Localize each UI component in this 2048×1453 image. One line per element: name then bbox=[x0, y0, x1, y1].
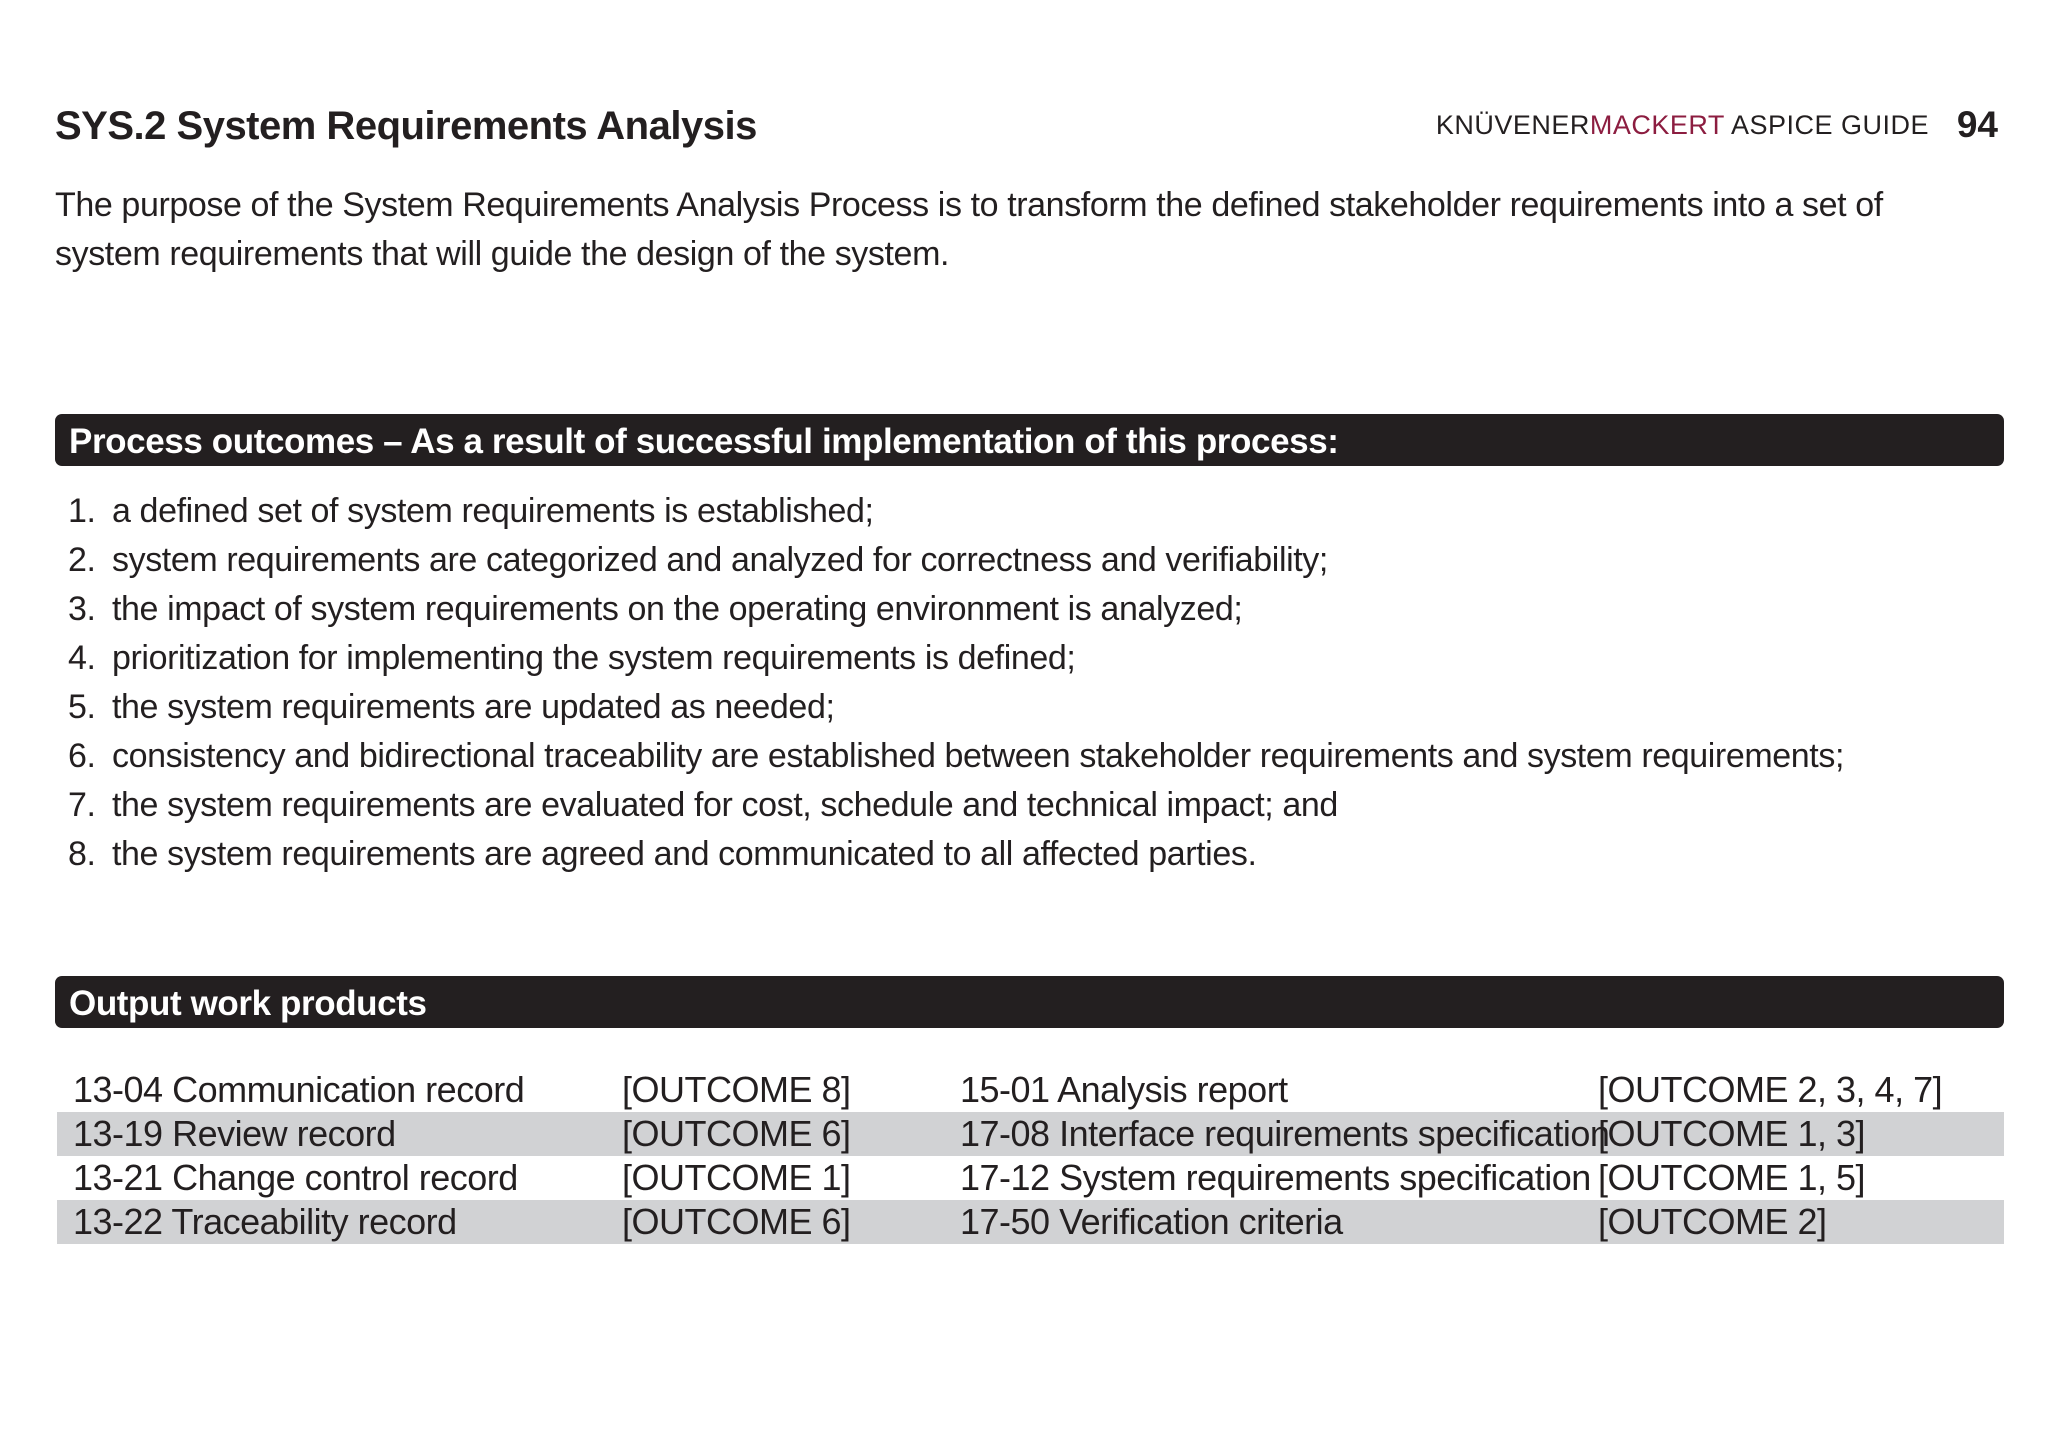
outcome-reference: [OUTCOME 6] bbox=[622, 1201, 851, 1242]
outcome-reference: [OUTCOME 2, 3, 4, 7] bbox=[1598, 1069, 1943, 1110]
outcome-number: 3. bbox=[68, 590, 96, 628]
outcome-number: 6. bbox=[68, 737, 96, 775]
outcome-text: the system requirements are agreed and communicated to all affected parties. bbox=[112, 835, 1257, 873]
outcome-reference: [OUTCOME 1, 3] bbox=[1598, 1113, 1866, 1154]
outcome-number: 4. bbox=[68, 639, 96, 677]
table-row bbox=[57, 1112, 2004, 1156]
outcome-text: the system requirements are updated as needed; bbox=[112, 688, 835, 726]
brand-name-part2: MACKERT bbox=[1589, 110, 1725, 140]
outcome-text: system requirements are categorized and analyzed for correctness and verifiability; bbox=[112, 541, 1328, 579]
outcome-reference: [OUTCOME 2] bbox=[1598, 1201, 1827, 1242]
table-row bbox=[57, 1156, 2004, 1200]
work-product-name: 17-08 Interface requirements specification bbox=[960, 1113, 1610, 1154]
outcome-item bbox=[68, 585, 1844, 634]
outcome-item bbox=[68, 634, 1844, 683]
output-work-products-heading: Output work products bbox=[55, 976, 2004, 1028]
work-product-name: 13-04 Communication record bbox=[73, 1069, 525, 1110]
table-row bbox=[57, 1200, 2004, 1244]
outcome-item bbox=[68, 683, 1844, 732]
outcome-item bbox=[68, 536, 1844, 585]
outcome-text: the system requirements are evaluated for cost, schedule and technical impact; and bbox=[112, 786, 1338, 824]
outcome-item bbox=[68, 830, 1844, 879]
work-product-name: 13-21 Change control record bbox=[73, 1157, 518, 1198]
outcome-item bbox=[68, 732, 1844, 781]
outcome-item bbox=[68, 781, 1844, 830]
outcome-text: a defined set of system requirements is established; bbox=[112, 492, 874, 530]
process-outcomes-heading: Process outcomes – As a result of successful implementation of this process: bbox=[55, 414, 2004, 466]
outcome-number: 1. bbox=[68, 492, 96, 530]
outcome-text: consistency and bidirectional traceability are established between stakeholder requirements and system requirements; bbox=[112, 737, 1844, 775]
page-number: 94 bbox=[1956, 104, 1998, 145]
outcome-reference: [OUTCOME 1] bbox=[622, 1157, 851, 1198]
outcome-reference: [OUTCOME 8] bbox=[622, 1069, 851, 1110]
outcome-text: prioritization for implementing the system requirements is defined; bbox=[112, 639, 1076, 677]
outcome-number: 7. bbox=[68, 786, 96, 824]
outcome-item bbox=[68, 487, 1844, 536]
purpose-paragraph: The purpose of the System Requirements Analysis Process is to transform the defined stakeholder requirements into a set of system requirements that will guide the design of the system. bbox=[55, 186, 1883, 273]
work-product-name: 17-50 Verification criteria bbox=[960, 1201, 1343, 1242]
brand-name-part3: ASPICE GUIDE bbox=[1730, 110, 1929, 140]
outcome-number: 2. bbox=[68, 541, 96, 579]
outcome-reference: [OUTCOME 6] bbox=[622, 1113, 851, 1154]
work-product-name: 13-19 Review record bbox=[73, 1113, 396, 1154]
outcome-number: 5. bbox=[68, 688, 96, 726]
brand-name-part1: KNÜVENER bbox=[1435, 110, 1590, 140]
page-title: SYS.2 System Requirements Analysis bbox=[55, 104, 757, 148]
outcome-text: the impact of system requirements on the operating environment is analyzed; bbox=[112, 590, 1243, 628]
outcome-reference: [OUTCOME 1, 5] bbox=[1598, 1157, 1866, 1198]
outcomes-list bbox=[68, 487, 1844, 879]
work-products-table bbox=[57, 1068, 2004, 1244]
table-row bbox=[57, 1068, 2004, 1112]
outcome-number: 8. bbox=[68, 835, 96, 873]
work-product-name: 17-12 System requirements specification bbox=[960, 1157, 1591, 1198]
work-product-name: 13-22 Traceability record bbox=[73, 1201, 457, 1242]
brand-logo bbox=[1436, 110, 1929, 141]
work-product-name: 15-01 Analysis report bbox=[960, 1069, 1288, 1110]
